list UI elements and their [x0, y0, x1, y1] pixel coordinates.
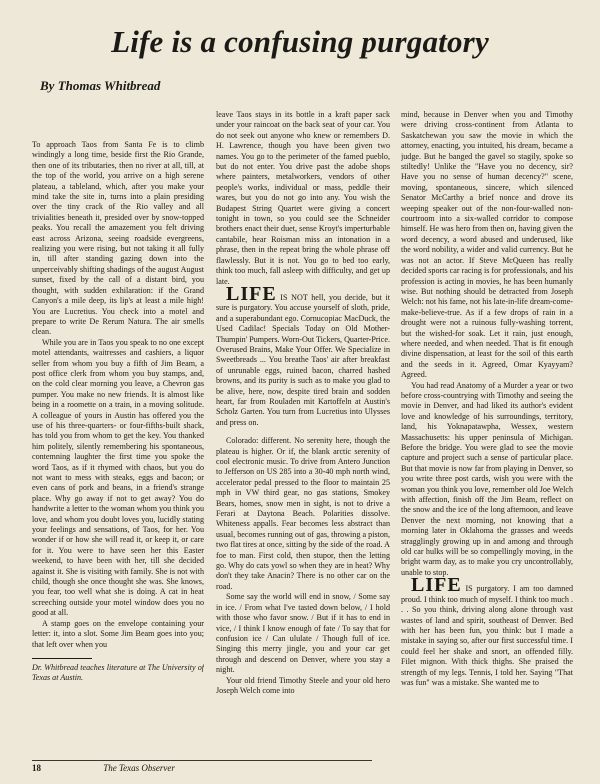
author-note: Dr. Whitbread teaches literature at The University of Texas at Austin.: [32, 662, 204, 683]
section-initial: LIFE: [226, 282, 277, 305]
section-opening: [401, 574, 573, 688]
page-footer: [32, 760, 372, 773]
article-byline: By Thomas Whitbread: [40, 78, 161, 93]
page-number: 18: [32, 763, 41, 773]
paragraph: Colorado: different. No serenity here, though the plateau is higher. Or if, the blank arctic serenity of cool electronic music. To drive from Antero Junction to Jefferson on US 285 into a 30-40 mph north wind, accelerator pedal pressed to the floor to maintain 25 mph in VW third gear, no gas stations, Smokey Bears, homes, snow men in sight, is not to drive a Ferari at Daytona Beach. Polarities dissolve. Whiteness appalls. Fear becomes less abstract than usual, becomes running out of gas, throwing a piston, two flat tires at once, sitting by the side of the road. A foe to man. First cold, then stupor, then the letting go. Why do cats yowl so when they are in heat? Why don't they take Anacin? There is no other car on the road.: [216, 436, 390, 591]
section-initial: LIFE: [411, 574, 462, 597]
paragraph: You had read Anatomy of a Murder a year or two before cross-countrying with Timothy and seeing the movie in Denver, and had liked its author's evident love and knowledge of his surroundings, territory, land, his Yoknapatawpha, Wessex, western Massachusetts: his upper peninsula of Michigan. Before the bridge. You were glad to see the movie capture and project such a sense of particular place. But that movie is now far from playing in Denver, so you write three post cards, wish you were with the woman you think you love, remember old Joe Welch with affection, finish off the Jim Beam, reflect on the snow and the ice of the long afternoon, and leave Denver the next morning, not knowing that a morning later in Oklahoma the grasses and weeds stragglingly growing up in and among and through old car hulks will be so compellingly moving, in the bright warm day, as to make you cry uncontrollably, unable to stop.: [401, 380, 573, 577]
column-3: [401, 110, 573, 758]
paragraph: While you are in Taos you speak to no one except motel attendants, waitresses and cashiers, a liquor seller from whom you buy a fifth of Jim Beam, a post office clerk from whom you buy stamps, and, on the cold clear morning you leave, a Chevron gas pumper. You make no new friends. It is almost like being in a roomette on a train, in a moving solitude. A colleague of yours in Austin has offered you the use of his three-quarters- or four-fifths-built shack, has told you from whom to get the key. You thanked him politely, silently remembering his spontaneous, contemning laughter the first time you spoke the word Taos, as if it rhymed with chaos, but you do not want to mess with steaks, eggs and bacon; or even cans of pork and beans, in a friend's strange place. Why go away if not to get away? You do handwrite a letter to the woman whom you think you love, and whom you doubt loves you, lucidly stating your feelings and sensations, of Taos, for her. You wonder if or how she will read it, or keep it, or care for it. You were to have seen her this Easter weekend, to have been with her, till she decided against it. She is visiting with family. She is not with child, though she once thought she was. She knows, you fear, too well what she is doing. A cat in heat screeching outside your motel window does you no good at all.: [32, 337, 204, 618]
column-1: [32, 140, 204, 743]
paragraph: mind, because in Denver when you and Timothy were driving cross-continent from Atlanta to Saskatchewan you saw the movie in which the attorney, enacting, you intuited, his dream, became a judge. But he banged the gavel so stagily, spoke so stiltedly! Unlike the "Have you no decency, sir? Have you no sense of human decency?" scene, moving, spontaneous, sincere, which silenced Senator McCarthy a brief nonce and drove its weeping speaker out of the non-four-walled non-courtroom into a six-walled corridor to compose himself. He was hero from then on, having given the word decency, a word abused and underused, like the word nobility, a wider and valid currency. But he was not an actor. If Steve McQueen has really decided sports car racing is for professionals, and his profession is acting in movies, he has been humanly wise. But nothing should be detracted from Joseph Welch: not his fame, not his late-in-life dream-come-make-believe-true. As if a few drops of rain in a drought were not a ruinous fully-washing torrent, but the wished-for soak. Let it rain, just enough, where needed, and when needed. That is fit enough divine dispensation, at least for the soil of this earth and the seeds in it. Agreed, Omar Kyayyam? Agreed.: [401, 110, 573, 380]
section-text: IS purgatory. I am too damned proud. I think too much of myself. I think too much . . . So you think, driving along alone through vast wastes of land and spirit, southeast of Denver. Bed with her has been fun, you think: but I made a mistake in saying so, after our first successful time. I could feel her shake and snort, an offended filly. Filet mignon. With thick thighs. She praised the strength of my legs. Tennis, I told her. Saying "That was fun" was a mistake. She wanted me to: [401, 584, 573, 687]
divider: [32, 658, 92, 659]
paragraph: leave Taos stays in its bottle in a kraft paper sack under your raincoat on the back seat of your car. You do not seek out anyone who knew or remembers D. H. Lawrence, though you have been given two names. You go to the perimeter of the famed pueblo, but do not enter. You drive past the adobe shops where painters, metalworkers, vendors of other people's works, individual or mass, peddle their wares, but you do not go into any. You wish the Budapest String Quartet were giving a concert tonight in town, so you could see the Schneider brothers enact their duet, sense Kroyt's imperturbable cantabile, hear Roisman miss an intonation in a phrase, then in the repeat bring the whole phrase off flawlessly. But it is not. You go to bed too early, think too much, fall asleep with difficulty, and get up late.: [216, 110, 390, 286]
paragraph: Your old friend Timothy Steele and your old hero Joseph Welch come into: [216, 675, 390, 695]
paragraph: A stamp goes on the envelope containing your letter: it, into a slot. Some Jim Beam goes into you; that left over when you: [32, 618, 204, 649]
section-opening: [216, 282, 390, 428]
paragraph: To approach Taos from Santa Fe is to climb windingly a long time, beside first the Rio Grande, then one of its tributaries, then no river at all, till, at the top of the world, you arrive on a high serene plateau, a tableland, which, after you make your mind take the site in, turns into a plain presiding over the tiny crack of the Rio valley and all trivialities beneath it, presided over by snow-topped peaks. You recall the amazement you felt driving east across Arizona, seeing roadside evergreens, realizing you were rising, but not taking it all fully in, till after standing gazing down into the unperceivably shifting shadings of the august August sunset, fixed by the call of a distant bird, you thought, with sudden exhilaration: if the Grand Canyon's a mile deep, its lip's at least a mile high! You are Lucretius. You check into a motel and prepare to write De Rerum Natura. The air smells clean.: [32, 140, 204, 337]
section-text: IS NOT hell, you decide, but it sure is purgatory. You accuse yourself of sloth, pride, and a superabundant ego. Cornucopiac MacDuck, the Used Cadilac! Specials Today on Old Mother-Thumpin' Pumpers. Worn-Out Tickers, Quarter-Price. Overused Brains, Make Your Offer. We Specialize in Sweetbreads ... You breathe Taos' air after breakfast of unrunable eggs, ruined bacon, charred hashed browns, and its purity is such as to make you glad to be alive, here, now, despite tired brain and sodden heart, far from Rouladen mit Kartoffeln at Austin's Scholz Garten. You turn from Lucretius into Ulysses and press on.: [216, 292, 390, 427]
column-2: [216, 110, 390, 758]
publication-name: The Texas Observer: [103, 763, 175, 773]
article-title: Life is a confusing purgatory: [111, 24, 489, 59]
paragraph: Some say the world will end in snow, / Some say in ice. / From what I've tasted down below, / I hold with those who favor snow. / But if it has to end in vice, / I think I know enough of fate / To say that for confusion ice / Can ululate / Though full of ice. Singing this merry jingle, you and your car get through and descend on Denver, where you stay a night.: [216, 592, 390, 675]
